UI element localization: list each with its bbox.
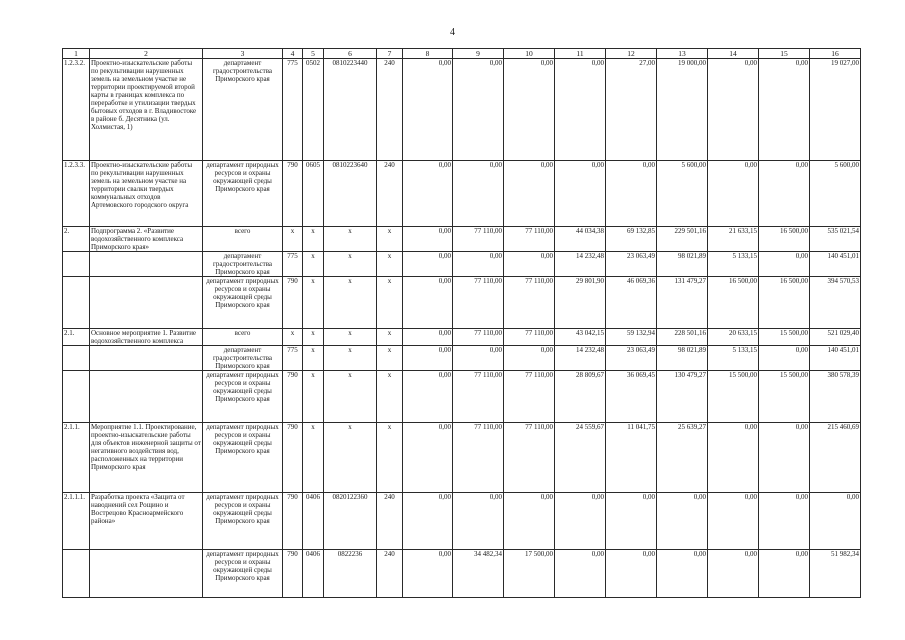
column-header: 15 xyxy=(759,49,810,59)
table-cell: 2.1.1. xyxy=(63,423,90,493)
table-row xyxy=(63,161,861,227)
table-cell: 16 500,00 xyxy=(708,277,759,329)
table-cell: x xyxy=(377,329,403,346)
table-cell: 77 110,00 xyxy=(504,423,555,493)
table-row xyxy=(63,371,861,423)
table-cell: 0,00 xyxy=(708,161,759,227)
column-header: 12 xyxy=(606,49,657,59)
table-cell: департамент градостроительства Приморского края xyxy=(203,252,283,277)
table-cell: 2.1. xyxy=(63,329,90,346)
table-cell: x xyxy=(324,371,377,423)
table-cell: 0,00 xyxy=(453,59,504,161)
table-cell: x xyxy=(377,227,403,252)
table-cell: 23 063,49 xyxy=(606,346,657,371)
table-cell: 20 633,15 xyxy=(708,329,759,346)
table-cell: 5 600,00 xyxy=(810,161,861,227)
table-cell: 790 xyxy=(283,277,303,329)
table-cell: департамент природных ресурсов и охраны окружающей среды Приморского края xyxy=(203,493,283,550)
table-cell: 98 021,89 xyxy=(657,252,708,277)
table-cell: x xyxy=(283,227,303,252)
table-cell: 0,00 xyxy=(453,161,504,227)
table-cell: 131 479,27 xyxy=(657,277,708,329)
table-cell: 1.2.3.2. xyxy=(63,59,90,161)
table-cell: 0,00 xyxy=(403,346,453,371)
table-cell: 0822236 xyxy=(324,550,377,598)
table-cell: 228 501,16 xyxy=(657,329,708,346)
table-cell: x xyxy=(303,329,324,346)
table-cell xyxy=(63,277,90,329)
table-cell: 34 482,34 xyxy=(453,550,504,598)
table-cell: 0,00 xyxy=(403,493,453,550)
column-header: 11 xyxy=(555,49,606,59)
table-cell: 36 069,45 xyxy=(606,371,657,423)
table-cell: департамент природных ресурсов и охраны окружающей среды Приморского края xyxy=(203,423,283,493)
table-cell: 5 133,15 xyxy=(708,252,759,277)
column-header: 3 xyxy=(203,49,283,59)
table-cell: x xyxy=(377,277,403,329)
table-cell: 0820122360 xyxy=(324,493,377,550)
table-cell: 77 110,00 xyxy=(504,329,555,346)
table-cell: 790 xyxy=(283,161,303,227)
table-cell xyxy=(63,371,90,423)
table-cell: x xyxy=(377,252,403,277)
table-cell: 0,00 xyxy=(403,161,453,227)
table-cell: 0,00 xyxy=(759,550,810,598)
table-cell: 0,00 xyxy=(504,493,555,550)
table-cell: 0,00 xyxy=(453,346,504,371)
table-cell: x xyxy=(283,329,303,346)
table-cell: 14 232,48 xyxy=(555,346,606,371)
table-cell: 14 232,48 xyxy=(555,252,606,277)
table-cell xyxy=(90,550,203,598)
table-cell: департамент природных ресурсов и охраны окружающей среды Приморского края xyxy=(203,277,283,329)
table-cell: 215 460,69 xyxy=(810,423,861,493)
table-cell: 2. xyxy=(63,227,90,252)
table-cell: 790 xyxy=(283,423,303,493)
table-cell: 77 110,00 xyxy=(504,371,555,423)
table-cell: 77 110,00 xyxy=(453,277,504,329)
table-cell: 0,00 xyxy=(555,161,606,227)
table-cell: 1.2.3.3. xyxy=(63,161,90,227)
table-row xyxy=(63,252,861,277)
table-row xyxy=(63,550,861,598)
column-header: 13 xyxy=(657,49,708,59)
table-cell: 0,00 xyxy=(403,371,453,423)
table-cell: 240 xyxy=(377,493,403,550)
table-cell: 16 500,00 xyxy=(759,277,810,329)
table-cell: 0406 xyxy=(303,550,324,598)
table-cell: 15 500,00 xyxy=(759,371,810,423)
table-cell: 0,00 xyxy=(403,227,453,252)
column-header: 10 xyxy=(504,49,555,59)
table-cell: x xyxy=(324,277,377,329)
table-cell: 59 132,94 xyxy=(606,329,657,346)
table-cell: 77 110,00 xyxy=(504,227,555,252)
column-header: 1 xyxy=(63,49,90,59)
table-row xyxy=(63,277,861,329)
table-cell: 0,00 xyxy=(606,550,657,598)
table-cell: 0,00 xyxy=(504,59,555,161)
table-cell: 790 xyxy=(283,550,303,598)
table-cell: 46 069,36 xyxy=(606,277,657,329)
table-cell: 394 570,53 xyxy=(810,277,861,329)
table-cell xyxy=(90,252,203,277)
table-cell: 51 982,34 xyxy=(810,550,861,598)
table-cell: 28 809,67 xyxy=(555,371,606,423)
table-cell: 5 600,00 xyxy=(657,161,708,227)
table-cell: департамент природных ресурсов и охраны окружающей среды Приморского края xyxy=(203,550,283,598)
table-cell: x xyxy=(377,371,403,423)
table-cell: 0,00 xyxy=(403,550,453,598)
table-cell: 0,00 xyxy=(708,423,759,493)
table-cell: 0605 xyxy=(303,161,324,227)
table-cell: Основное мероприятие 1. Развитие водохозяйственного комплекса xyxy=(90,329,203,346)
table-cell: 240 xyxy=(377,59,403,161)
table-cell xyxy=(63,346,90,371)
table-cell: x xyxy=(303,423,324,493)
table-cell: 775 xyxy=(283,346,303,371)
table-cell: 0,00 xyxy=(759,423,810,493)
table-cell: 0,00 xyxy=(504,161,555,227)
table-row xyxy=(63,59,861,161)
table-cell: 44 034,38 xyxy=(555,227,606,252)
column-header: 4 xyxy=(283,49,303,59)
table-cell: 77 110,00 xyxy=(453,371,504,423)
table-cell: 0,00 xyxy=(453,252,504,277)
table-cell: 15 500,00 xyxy=(708,371,759,423)
table-cell: 0,00 xyxy=(403,277,453,329)
table-cell: 0,00 xyxy=(403,59,453,161)
table-cell xyxy=(90,277,203,329)
table-cell: 0,00 xyxy=(555,59,606,161)
table-cell: 27,00 xyxy=(606,59,657,161)
table-cell: x xyxy=(303,277,324,329)
table-cell: 25 639,27 xyxy=(657,423,708,493)
table-cell: департамент природных ресурсов и охраны окружающей среды Приморского края xyxy=(203,371,283,423)
column-header: 14 xyxy=(708,49,759,59)
table-cell: 240 xyxy=(377,161,403,227)
column-header: 6 xyxy=(324,49,377,59)
column-header: 9 xyxy=(453,49,504,59)
table-cell: 0,00 xyxy=(810,493,861,550)
table-cell: 775 xyxy=(283,252,303,277)
table-cell: x xyxy=(303,346,324,371)
table-cell: Мероприятие 1.1. Проектирование, проектно-изыскательские работы для объектов инженерной защиты от негативного воздействия вод, расположенных на территории Приморского края xyxy=(90,423,203,493)
table-cell: 380 578,39 xyxy=(810,371,861,423)
table-cell: 0,00 xyxy=(759,161,810,227)
table-cell: 0,00 xyxy=(403,329,453,346)
table-cell: 69 132,85 xyxy=(606,227,657,252)
table-cell: 0,00 xyxy=(708,59,759,161)
table-cell: 17 500,00 xyxy=(504,550,555,598)
table-cell: x xyxy=(324,329,377,346)
table-cell: 5 133,15 xyxy=(708,346,759,371)
table-cell: 77 110,00 xyxy=(504,277,555,329)
table-cell: 0,00 xyxy=(555,550,606,598)
table-cell: 790 xyxy=(283,371,303,423)
table-cell: 0,00 xyxy=(504,346,555,371)
table-cell: 0,00 xyxy=(759,493,810,550)
column-header: 7 xyxy=(377,49,403,59)
table-cell: Проектно-изыскательские работы по рекультивации нарушенных земель на земельном участке не территории проектируемой второй карты в границах комплекса по переработке и утилизации твердых бытовых отходов в г. Владивостоке в районе б. Десятника (ул. Холмистая, 1) xyxy=(90,59,203,161)
table-cell: 0,00 xyxy=(759,252,810,277)
table-cell: 77 110,00 xyxy=(453,423,504,493)
table-row xyxy=(63,423,861,493)
table-cell: 29 801,90 xyxy=(555,277,606,329)
table-cell: Подпрограмма 2. «Развитие водохозяйственного комплекса Приморского края» xyxy=(90,227,203,252)
table-cell: всего xyxy=(203,329,283,346)
table-cell xyxy=(90,371,203,423)
table-cell: 790 xyxy=(283,493,303,550)
table-cell: 140 451,01 xyxy=(810,346,861,371)
table-cell: x xyxy=(377,423,403,493)
table-cell: 0502 xyxy=(303,59,324,161)
table-cell: 140 451,01 xyxy=(810,252,861,277)
table-cell: 521 029,40 xyxy=(810,329,861,346)
table-cell: 0,00 xyxy=(453,493,504,550)
table-cell: 43 042,15 xyxy=(555,329,606,346)
table-cell: 0,00 xyxy=(403,252,453,277)
table-cell: 775 xyxy=(283,59,303,161)
table-cell: 0,00 xyxy=(606,161,657,227)
column-header: 16 xyxy=(810,49,861,59)
table-cell: 24 559,67 xyxy=(555,423,606,493)
table-row xyxy=(63,493,861,550)
table-row xyxy=(63,329,861,346)
table-cell: 130 479,27 xyxy=(657,371,708,423)
table-cell: 15 500,00 xyxy=(759,329,810,346)
table-cell: 0,00 xyxy=(555,493,606,550)
table-cell: 11 041,75 xyxy=(606,423,657,493)
column-header: 8 xyxy=(403,49,453,59)
table-cell xyxy=(63,252,90,277)
table-cell: 2.1.1.1. xyxy=(63,493,90,550)
table-cell: 98 021,89 xyxy=(657,346,708,371)
table-cell: 19 000,00 xyxy=(657,59,708,161)
table-cell: 0810223640 xyxy=(324,161,377,227)
table-cell: x xyxy=(324,423,377,493)
table-cell: x xyxy=(377,346,403,371)
table-cell: x xyxy=(324,346,377,371)
table-cell: 0,00 xyxy=(657,493,708,550)
column-header: 2 xyxy=(90,49,203,59)
table-cell: 16 500,00 xyxy=(759,227,810,252)
table-cell: 240 xyxy=(377,550,403,598)
table-cell: 229 501,16 xyxy=(657,227,708,252)
table-cell xyxy=(63,550,90,598)
table-row xyxy=(63,227,861,252)
table-cell: Проектно-изыскательские работы по рекультивации нарушенных земель на земельном участке на территории свалки твердых коммунальных отходов Артемовского городского округа xyxy=(90,161,203,227)
table-cell: x xyxy=(303,371,324,423)
table-cell: департамент природных ресурсов и охраны окружающей среды Приморского края xyxy=(203,161,283,227)
page-number: 4 xyxy=(450,27,455,38)
header-row xyxy=(63,49,861,59)
table-cell: 77 110,00 xyxy=(453,227,504,252)
table-cell: 0,00 xyxy=(759,346,810,371)
table-cell: всего xyxy=(203,227,283,252)
table-cell: департамент градостроительства Приморского края xyxy=(203,346,283,371)
table-cell xyxy=(90,346,203,371)
table-cell: 0,00 xyxy=(708,493,759,550)
table-cell: 23 063,49 xyxy=(606,252,657,277)
table-cell: 0,00 xyxy=(657,550,708,598)
table-cell: x xyxy=(303,227,324,252)
table-cell: x xyxy=(324,252,377,277)
table-cell: 0810223440 xyxy=(324,59,377,161)
table-cell: x xyxy=(303,252,324,277)
column-header: 5 xyxy=(303,49,324,59)
table-cell: 0,00 xyxy=(504,252,555,277)
table-cell: 0,00 xyxy=(403,423,453,493)
table-cell: 535 021,54 xyxy=(810,227,861,252)
table-cell: 0,00 xyxy=(606,493,657,550)
table-cell: Разработка проекта «Защита от наводнений сел Рощино и Вострецово Красноармейского района» xyxy=(90,493,203,550)
table-cell: x xyxy=(324,227,377,252)
table-row xyxy=(63,346,861,371)
table-cell: 77 110,00 xyxy=(453,329,504,346)
data-table xyxy=(62,48,861,598)
table-cell: 0406 xyxy=(303,493,324,550)
table-cell: 21 633,15 xyxy=(708,227,759,252)
table-cell: департамент градостроительства Приморского края xyxy=(203,59,283,161)
table-cell: 19 027,00 xyxy=(810,59,861,161)
table-cell: 0,00 xyxy=(708,550,759,598)
table-cell: 0,00 xyxy=(759,59,810,161)
